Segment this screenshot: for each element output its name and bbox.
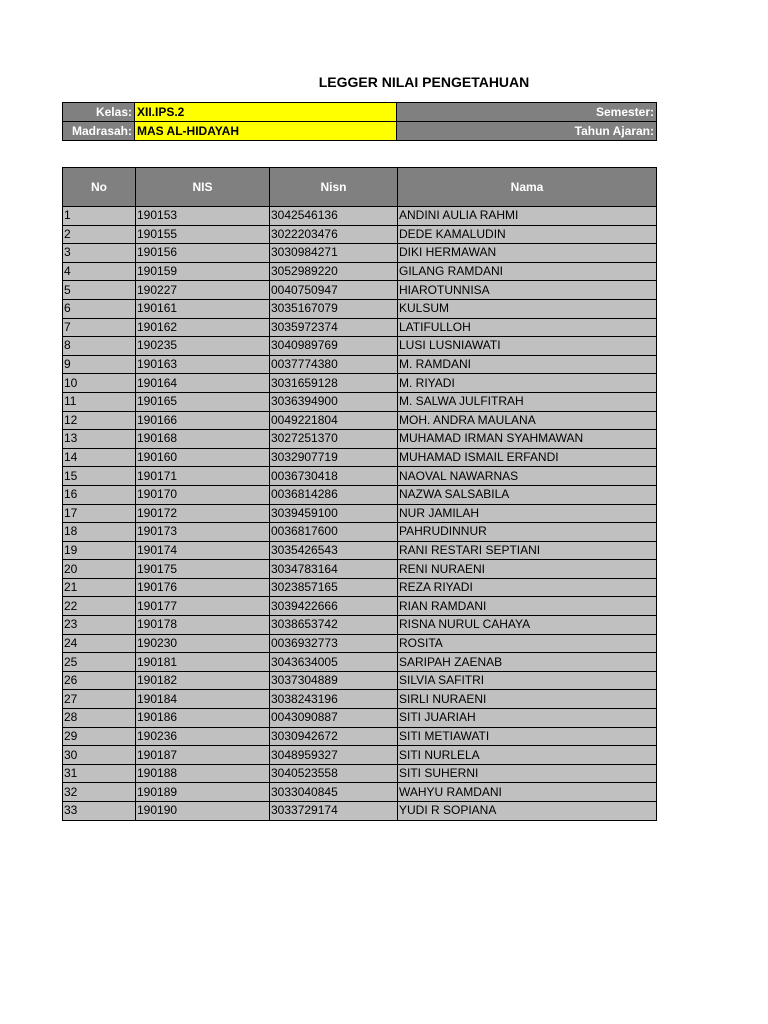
cell-no[interactable]: 32 [63,783,136,802]
cell-nis[interactable]: 190162 [136,318,270,337]
cell-nisn[interactable]: 0037774380 [270,355,398,374]
table-row [63,299,657,318]
cell-nama[interactable]: M. RAMDANI [398,355,657,374]
cell-nis[interactable]: 190186 [136,709,270,728]
cell-nama[interactable]: DEDE KAMALUDIN [398,225,657,244]
table-row [63,207,657,226]
cell-nama[interactable]: MUHAMAD ISMAIL ERFANDI [398,448,657,467]
cell-nisn[interactable]: 3048959327 [270,746,398,765]
cell-nama[interactable]: NUR JAMILAH [398,504,657,523]
header-nama: Nama [398,168,657,207]
cell-nama[interactable]: M. SALWA JULFITRAH [398,392,657,411]
cell-no[interactable]: 10 [63,374,136,393]
cell-nisn[interactable]: 3040523558 [270,764,398,783]
cell-nisn[interactable]: 3039459100 [270,504,398,523]
cell-nama[interactable]: SIRLI NURAENI [398,690,657,709]
cell-nis[interactable]: 190160 [136,448,270,467]
table-row [63,467,657,486]
table-row [63,504,657,523]
cell-nama[interactable]: SITI SUHERNI [398,764,657,783]
cell-nis[interactable]: 190153 [136,207,270,226]
cell-nama[interactable]: DIKI HERMAWAN [398,244,657,263]
cell-nisn[interactable]: 3040989769 [270,337,398,356]
info-row-kelas [63,103,657,122]
cell-no[interactable]: 5 [63,281,136,300]
table-row [63,764,657,783]
table-row [63,225,657,244]
info-header-table [62,102,657,141]
cell-nisn[interactable]: 3034783164 [270,560,398,579]
table-row [63,578,657,597]
cell-nisn[interactable]: 3031659128 [270,374,398,393]
cell-no[interactable]: 26 [63,671,136,690]
cell-no[interactable]: 15 [63,467,136,486]
cell-nama[interactable]: KULSUM [398,299,657,318]
cell-nisn[interactable]: 3038653742 [270,616,398,635]
cell-nisn[interactable]: 3043634005 [270,653,398,672]
table-row [63,374,657,393]
cell-nisn[interactable]: 3023857165 [270,578,398,597]
cell-nis[interactable]: 190171 [136,467,270,486]
student-table [62,167,657,821]
cell-nis[interactable]: 190190 [136,802,270,821]
table-row [63,244,657,263]
cell-nis[interactable]: 190181 [136,653,270,672]
cell-nama[interactable]: YUDI R SOPIANA [398,802,657,821]
table-row [63,318,657,337]
table-row [63,485,657,504]
cell-nama[interactable]: WAHYU RAMDANI [398,783,657,802]
cell-nisn[interactable]: 0036817600 [270,523,398,542]
table-row [63,430,657,449]
info-row-madrasah [63,122,657,141]
table-row [63,448,657,467]
cell-no[interactable]: 1 [63,207,136,226]
cell-nama[interactable]: MUHAMAD IRMAN SYAHMAWAN [398,430,657,449]
cell-nis[interactable]: 190184 [136,690,270,709]
cell-no[interactable]: 29 [63,727,136,746]
cell-no[interactable]: 4 [63,262,136,281]
cell-nisn[interactable]: 3033040845 [270,783,398,802]
cell-nisn[interactable]: 3039422666 [270,597,398,616]
cell-nisn[interactable]: 3052989220 [270,262,398,281]
cell-nama[interactable]: RANI RESTARI SEPTIANI [398,541,657,560]
cell-no[interactable]: 11 [63,392,136,411]
cell-nis[interactable]: 190155 [136,225,270,244]
cell-nis[interactable]: 190168 [136,430,270,449]
cell-nis[interactable]: 190166 [136,411,270,430]
madrasah-label: Madrasah: [63,122,135,141]
cell-nis[interactable]: 190170 [136,485,270,504]
cell-nama[interactable]: SITI NURLELA [398,746,657,765]
cell-nisn[interactable]: 3035972374 [270,318,398,337]
cell-no[interactable]: 18 [63,523,136,542]
header-nis: NIS [136,168,270,207]
table-row [63,709,657,728]
header-nisn: Nisn [270,168,398,207]
cell-nis[interactable]: 190227 [136,281,270,300]
cell-nis[interactable]: 190178 [136,616,270,635]
cell-nama[interactable]: GILANG RAMDANI [398,262,657,281]
cell-nis[interactable]: 190182 [136,671,270,690]
cell-no[interactable]: 22 [63,597,136,616]
cell-nisn[interactable]: 3027251370 [270,430,398,449]
cell-nisn[interactable]: 0036730418 [270,467,398,486]
cell-nis[interactable]: 190175 [136,560,270,579]
cell-nis[interactable]: 190161 [136,299,270,318]
cell-nisn[interactable]: 0036814286 [270,485,398,504]
cell-nama[interactable]: ROSITA [398,634,657,653]
cell-nama[interactable]: SITI METIAWATI [398,727,657,746]
table-row [63,355,657,374]
cell-nama[interactable]: RIAN RAMDANI [398,597,657,616]
cell-no[interactable]: 20 [63,560,136,579]
cell-nama[interactable]: SARIPAH ZAENAB [398,653,657,672]
cell-nisn[interactable]: 3036394900 [270,392,398,411]
cell-nis[interactable]: 190172 [136,504,270,523]
table-body [63,207,657,821]
cell-no[interactable]: 33 [63,802,136,821]
cell-nisn[interactable]: 0043090887 [270,709,398,728]
table-row [63,337,657,356]
cell-no[interactable]: 17 [63,504,136,523]
cell-no[interactable]: 28 [63,709,136,728]
cell-nisn[interactable]: 3030984271 [270,244,398,263]
cell-no[interactable]: 30 [63,746,136,765]
cell-no[interactable]: 31 [63,764,136,783]
table-row [63,727,657,746]
cell-nis[interactable]: 190230 [136,634,270,653]
table-row [63,411,657,430]
cell-nama[interactable]: M. RIYADI [398,374,657,393]
cell-nisn[interactable]: 3022203476 [270,225,398,244]
cell-nama[interactable]: RISNA NURUL CAHAYA [398,616,657,635]
cell-no[interactable]: 16 [63,485,136,504]
cell-no[interactable]: 3 [63,244,136,263]
table-row [63,541,657,560]
cell-no[interactable]: 9 [63,355,136,374]
cell-nis[interactable]: 190177 [136,597,270,616]
cell-nis[interactable]: 190188 [136,764,270,783]
madrasah-value[interactable]: MAS AL-HIDAYAH [135,122,397,141]
cell-nis[interactable]: 190156 [136,244,270,263]
table-row [63,560,657,579]
cell-nama[interactable]: LUSI LUSNIAWATI [398,337,657,356]
cell-nama[interactable]: NAOVAL NAWARNAS [398,467,657,486]
cell-nama[interactable]: NAZWA SALSABILA [398,485,657,504]
cell-nama[interactable]: MOH. ANDRA MAULANA [398,411,657,430]
cell-nisn[interactable]: 3037304889 [270,671,398,690]
table-row [63,783,657,802]
cell-nisn[interactable]: 3042546136 [270,207,398,226]
cell-nisn[interactable]: 3033729174 [270,802,398,821]
header-no: No [63,168,136,207]
table-row [63,671,657,690]
cell-nama[interactable]: HIAROTUNNISA [398,281,657,300]
kelas-value[interactable]: XII.IPS.2 [135,103,397,122]
cell-nis[interactable]: 190164 [136,374,270,393]
table-header-row [63,168,657,207]
tahun-ajaran-label: Tahun Ajaran: [397,122,657,141]
cell-nis[interactable]: 190159 [136,262,270,281]
table-row [63,262,657,281]
cell-nama[interactable]: SILVIA SAFITRI [398,671,657,690]
cell-no[interactable]: 8 [63,337,136,356]
cell-nisn[interactable]: 3038243196 [270,690,398,709]
table-row [63,690,657,709]
cell-nis[interactable]: 190173 [136,523,270,542]
cell-no[interactable]: 27 [63,690,136,709]
table-row [63,634,657,653]
kelas-label: Kelas: [63,103,135,122]
cell-nis[interactable]: 190189 [136,783,270,802]
cell-no[interactable]: 23 [63,616,136,635]
cell-nis[interactable]: 190163 [136,355,270,374]
cell-no[interactable]: 25 [63,653,136,672]
table-row [63,616,657,635]
cell-nama[interactable]: REZA RIYADI [398,578,657,597]
cell-nisn[interactable]: 0049221804 [270,411,398,430]
table-row [63,523,657,542]
cell-nama[interactable]: RENI NURAENI [398,560,657,579]
semester-label: Semester: [397,103,657,122]
page-title: LEGGER NILAI PENGETAHUAN [318,74,530,90]
cell-nisn[interactable]: 3035426543 [270,541,398,560]
table-row [63,802,657,821]
table-row [63,597,657,616]
cell-nama[interactable]: PAHRUDINNUR [398,523,657,542]
cell-nis[interactable]: 190187 [136,746,270,765]
cell-nama[interactable]: LATIFULLOH [398,318,657,337]
cell-nisn[interactable]: 3035167079 [270,299,398,318]
cell-no[interactable]: 6 [63,299,136,318]
cell-nis[interactable]: 190165 [136,392,270,411]
cell-no[interactable]: 21 [63,578,136,597]
cell-no[interactable]: 12 [63,411,136,430]
cell-no[interactable]: 24 [63,634,136,653]
cell-nisn[interactable]: 0040750947 [270,281,398,300]
cell-nis[interactable]: 190174 [136,541,270,560]
cell-no[interactable]: 7 [63,318,136,337]
cell-no[interactable]: 14 [63,448,136,467]
cell-nisn[interactable]: 3032907719 [270,448,398,467]
cell-nisn[interactable]: 0036932773 [270,634,398,653]
table-row [63,653,657,672]
cell-nis[interactable]: 190176 [136,578,270,597]
cell-no[interactable]: 19 [63,541,136,560]
cell-nisn[interactable]: 3030942672 [270,727,398,746]
table-row [63,746,657,765]
cell-no[interactable]: 13 [63,430,136,449]
table-row [63,392,657,411]
table-row [63,281,657,300]
cell-no[interactable]: 2 [63,225,136,244]
cell-nis[interactable]: 190236 [136,727,270,746]
cell-nama[interactable]: SITI JUARIAH [398,709,657,728]
cell-nama[interactable]: ANDINI AULIA RAHMI [398,207,657,226]
cell-nis[interactable]: 190235 [136,337,270,356]
